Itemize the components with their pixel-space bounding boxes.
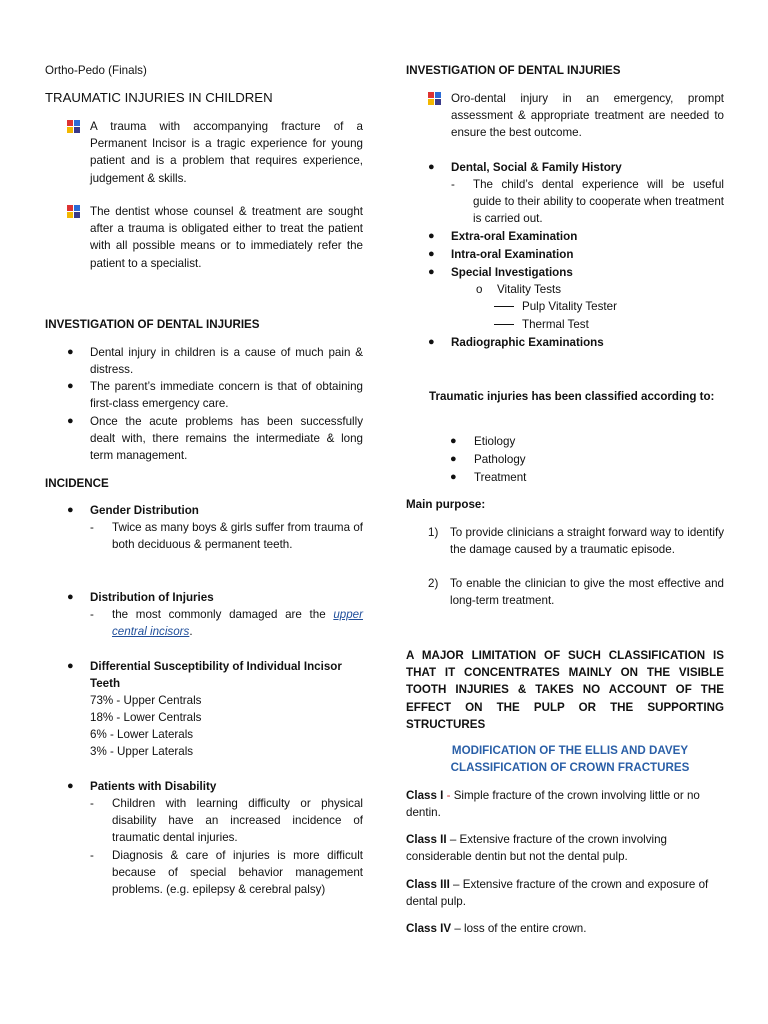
investigation-heading: INVESTIGATION OF DENTAL INJURIES [45, 318, 260, 331]
vitality-test: Pulp Vitality Tester [494, 298, 724, 315]
susceptibility-value: 3% - Upper Laterals [90, 745, 194, 758]
classified-text: Traumatic injuries has been classified according to: [429, 390, 715, 403]
right-intro-item: Oro-dental injury in an emergency, prompt assessment & appropriate treatment are needed to ensure the best outcome. [428, 90, 724, 142]
intro-item-2 [67, 203, 363, 272]
susceptibility-value: 18% - Lower Centrals [90, 711, 202, 724]
bullet-icon: ● [428, 161, 435, 173]
susceptibility-value: 6% - Lower Laterals [90, 728, 194, 741]
disability-sub: - Children with learning difficulty or physical disability have an increased incidence of traumatic dental injuries. [90, 797, 363, 845]
bullet-icon: ● [428, 230, 435, 242]
investigation-item: ● Once the acute problems has been successfully dealt with, there remains the intermediate & long term management. [45, 413, 363, 465]
class-2: Class II – Extensive fracture of the crown involving considerable dentin but not the dental pulp. [406, 833, 667, 864]
purpose-item: 2) To enable the clinician to give the most effective and long-term treatment. [428, 577, 724, 608]
colored-square-bullet-icon [67, 205, 82, 218]
bullet-icon: ● [67, 346, 74, 358]
bullet-icon: ● [428, 248, 435, 260]
exam-item: ● Extra-oral Examination [406, 228, 724, 245]
disability-item: ● Patients with Disability [45, 778, 363, 795]
vitality-item: o Vitality Tests [476, 281, 724, 298]
page-title: TRAUMATIC INJURIES IN CHILDREN [45, 90, 273, 105]
exam-item: ● Special Investigations [406, 264, 724, 281]
bullet-icon: ● [67, 504, 74, 516]
intro-item-1 [67, 118, 363, 187]
intro-text-2: The dentist whose counsel & treatment are sought after a trauma is obligated either to treat the patient with all possible means or to immediately refer the patient to a specialist. [90, 205, 363, 270]
bullet-icon: ● [67, 591, 74, 603]
bullet-icon: ● [67, 660, 74, 672]
limitation-text: A MAJOR LIMITATION OF SUCH CLASSIFICATION IS THAT IT CONCENTRATES MAINLY ON THE VISIBLE TOOTH INJURIES & TAKES NO ACCOUNT OF THE EFFECT ON THE PULP OR THE SUPPORTING STRUCTURES [406, 649, 724, 731]
upper-central-incisors-link[interactable]: upper central incisors [112, 608, 363, 639]
bullet-icon: ● [450, 453, 457, 465]
dash-bullet-icon [494, 324, 514, 325]
bullet-icon: ● [67, 380, 74, 392]
history-sub: - The child’s dental experience will be useful guide to their ability to cooperate when treatment is carried out. [451, 178, 724, 226]
disability-sub: - Diagnosis & care of injuries is more difficult because of special behavior management problems. (e.g. epilepsy & cerebral palsy) [90, 849, 363, 897]
colored-square-bullet-icon [428, 92, 443, 105]
radiographic-item: ● Radiographic Examinations [406, 334, 724, 351]
bullet-icon: ● [67, 780, 74, 792]
purpose-item: 1) To provide clinicians a straight forward way to identify the damage caused by a traumatic episode. [428, 526, 724, 557]
class-3: Class III – Extensive fracture of the crown and exposure of dental pulp. [406, 878, 709, 909]
bullet-icon: ● [450, 471, 457, 483]
class-1: Class I - Simple fracture of the crown involving little or no dentin. [406, 789, 700, 820]
bullet-icon: ● [450, 435, 457, 447]
gender-item: ● Gender Distribution [45, 502, 363, 519]
distribution-sub: - the most commonly damaged are the upper central incisors. [90, 608, 363, 639]
modification-heading: MODIFICATION OF THE ELLIS AND DAVEY CLASSIFICATION OF CROWN FRACTURES [450, 744, 690, 775]
class-4: Class IV – loss of the entire crown. [406, 922, 587, 935]
colored-square-bullet-icon [67, 120, 82, 133]
course-label: Ortho-Pedo (Finals) [45, 64, 147, 77]
investigation-item: ● Dental injury in children is a cause of much pain & distress. [45, 344, 363, 378]
bullet-icon: ● [428, 266, 435, 278]
incidence-heading: INCIDENCE [45, 477, 109, 490]
bullet-icon: ● [428, 336, 435, 348]
bullet-icon: ● [67, 415, 74, 427]
dash-bullet-icon [494, 306, 514, 307]
investigation-item: ● The parent’s immediate concern is that of obtaining first-class emergency care. [45, 378, 363, 412]
susceptibility-value: 73% - Upper Centrals [90, 694, 202, 707]
basis-item: ● Treatment [428, 469, 724, 486]
distribution-item: ● Distribution of Injuries [45, 589, 363, 606]
basis-item: ● Etiology [428, 433, 724, 450]
basis-item: ● Pathology [428, 451, 724, 468]
history-item: ● Dental, Social & Family History [406, 159, 724, 176]
vitality-test: Thermal Test [494, 316, 724, 333]
right-investigation-heading: INVESTIGATION OF DENTAL INJURIES [406, 64, 621, 77]
main-purpose-label: Main purpose: [406, 498, 486, 511]
intro-text-1: A trauma with accompanying fracture of a Permanent Incisor is a tragic experience for young patient and is a problem that requires experience, judgement & skills. [90, 120, 363, 185]
susceptibility-item: ● Differential Susceptibility of Individual Incisor Teeth [45, 658, 363, 692]
gender-sub: - Twice as many boys & girls suffer from trauma of both deciduous & permanent teeth. [90, 521, 363, 552]
exam-item: ● Intra-oral Examination [406, 246, 724, 263]
circle-bullet-icon: o [476, 283, 483, 296]
